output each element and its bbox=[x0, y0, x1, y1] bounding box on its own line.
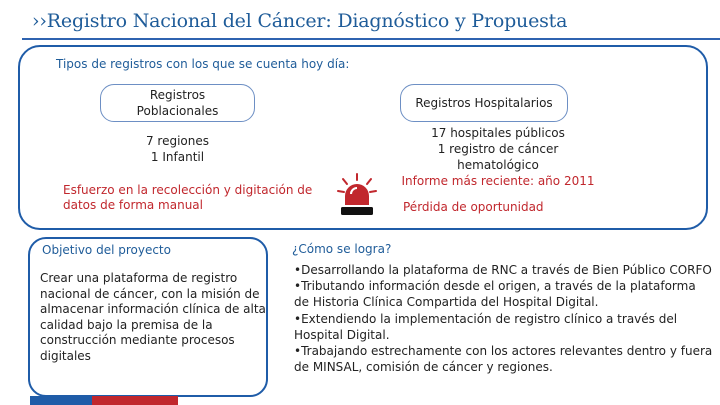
hospitalarios-details bbox=[398, 125, 598, 189]
objective-text: Crear una plataforma de registro nacional de cáncer, con la misión de almacenar información clínica de alta calidad bajo la premisa de la construcción mediante procesos digitales bbox=[40, 271, 266, 363]
poblacionales-pill bbox=[100, 84, 255, 122]
opportunity-loss-note: Pérdida de oportunidad bbox=[403, 200, 544, 214]
how-list-item: •Extendiendo la implementación de registro clínico a través del Hospital Digital. bbox=[294, 311, 678, 342]
panel-subtitle: Tipos de registros con los que se cuenta hoy día: bbox=[56, 57, 350, 71]
page-title: ››Registro Nacional del Cáncer: Diagnóstico y Propuesta bbox=[32, 10, 568, 32]
poblacionales-details bbox=[100, 133, 255, 165]
how-list-item: •Desarrollando la plataforma de RNC a través de Bien Público CORFO bbox=[294, 263, 712, 277]
title-underline bbox=[22, 38, 720, 40]
hospitalarios-detail-line: hematológico bbox=[457, 158, 539, 172]
poblacionales-label: Registros Poblacionales bbox=[136, 88, 219, 118]
poblacionales-detail-line: 7 regiones bbox=[145, 134, 210, 148]
how-label: ¿Cómo se logra? bbox=[292, 242, 392, 256]
objective-label: Objetivo del proyecto bbox=[42, 243, 171, 257]
latest-report-note: Informe más reciente: año 2011 bbox=[401, 174, 595, 188]
hospitalarios-pill bbox=[400, 84, 568, 122]
hospitalarios-label: Registros Hospitalarios bbox=[415, 96, 553, 110]
footer-red-stripe bbox=[92, 396, 178, 405]
alarm-siren-icon bbox=[335, 172, 379, 220]
how-list-item: •Trabajando estrechamente con los actores relevantes dentro y fuera de MINSAL, comisión de cáncer y regiones. bbox=[294, 344, 713, 375]
hospitalarios-detail-line: 17 hospitales públicos bbox=[431, 126, 565, 140]
manual-effort-note: Esfuerzo en la recolección y digitación de datos de forma manual bbox=[63, 183, 313, 212]
footer-blue-stripe bbox=[30, 396, 92, 405]
hospitalarios-detail-line: 1 registro de cáncer bbox=[437, 142, 559, 156]
how-list bbox=[294, 262, 714, 375]
how-list-item: •Tributando información desde el origen, a través de la plataforma de Historia Clínica Compartida del Hospital Digital. bbox=[294, 279, 696, 310]
poblacionales-detail-line: 1 Infantil bbox=[150, 150, 205, 164]
